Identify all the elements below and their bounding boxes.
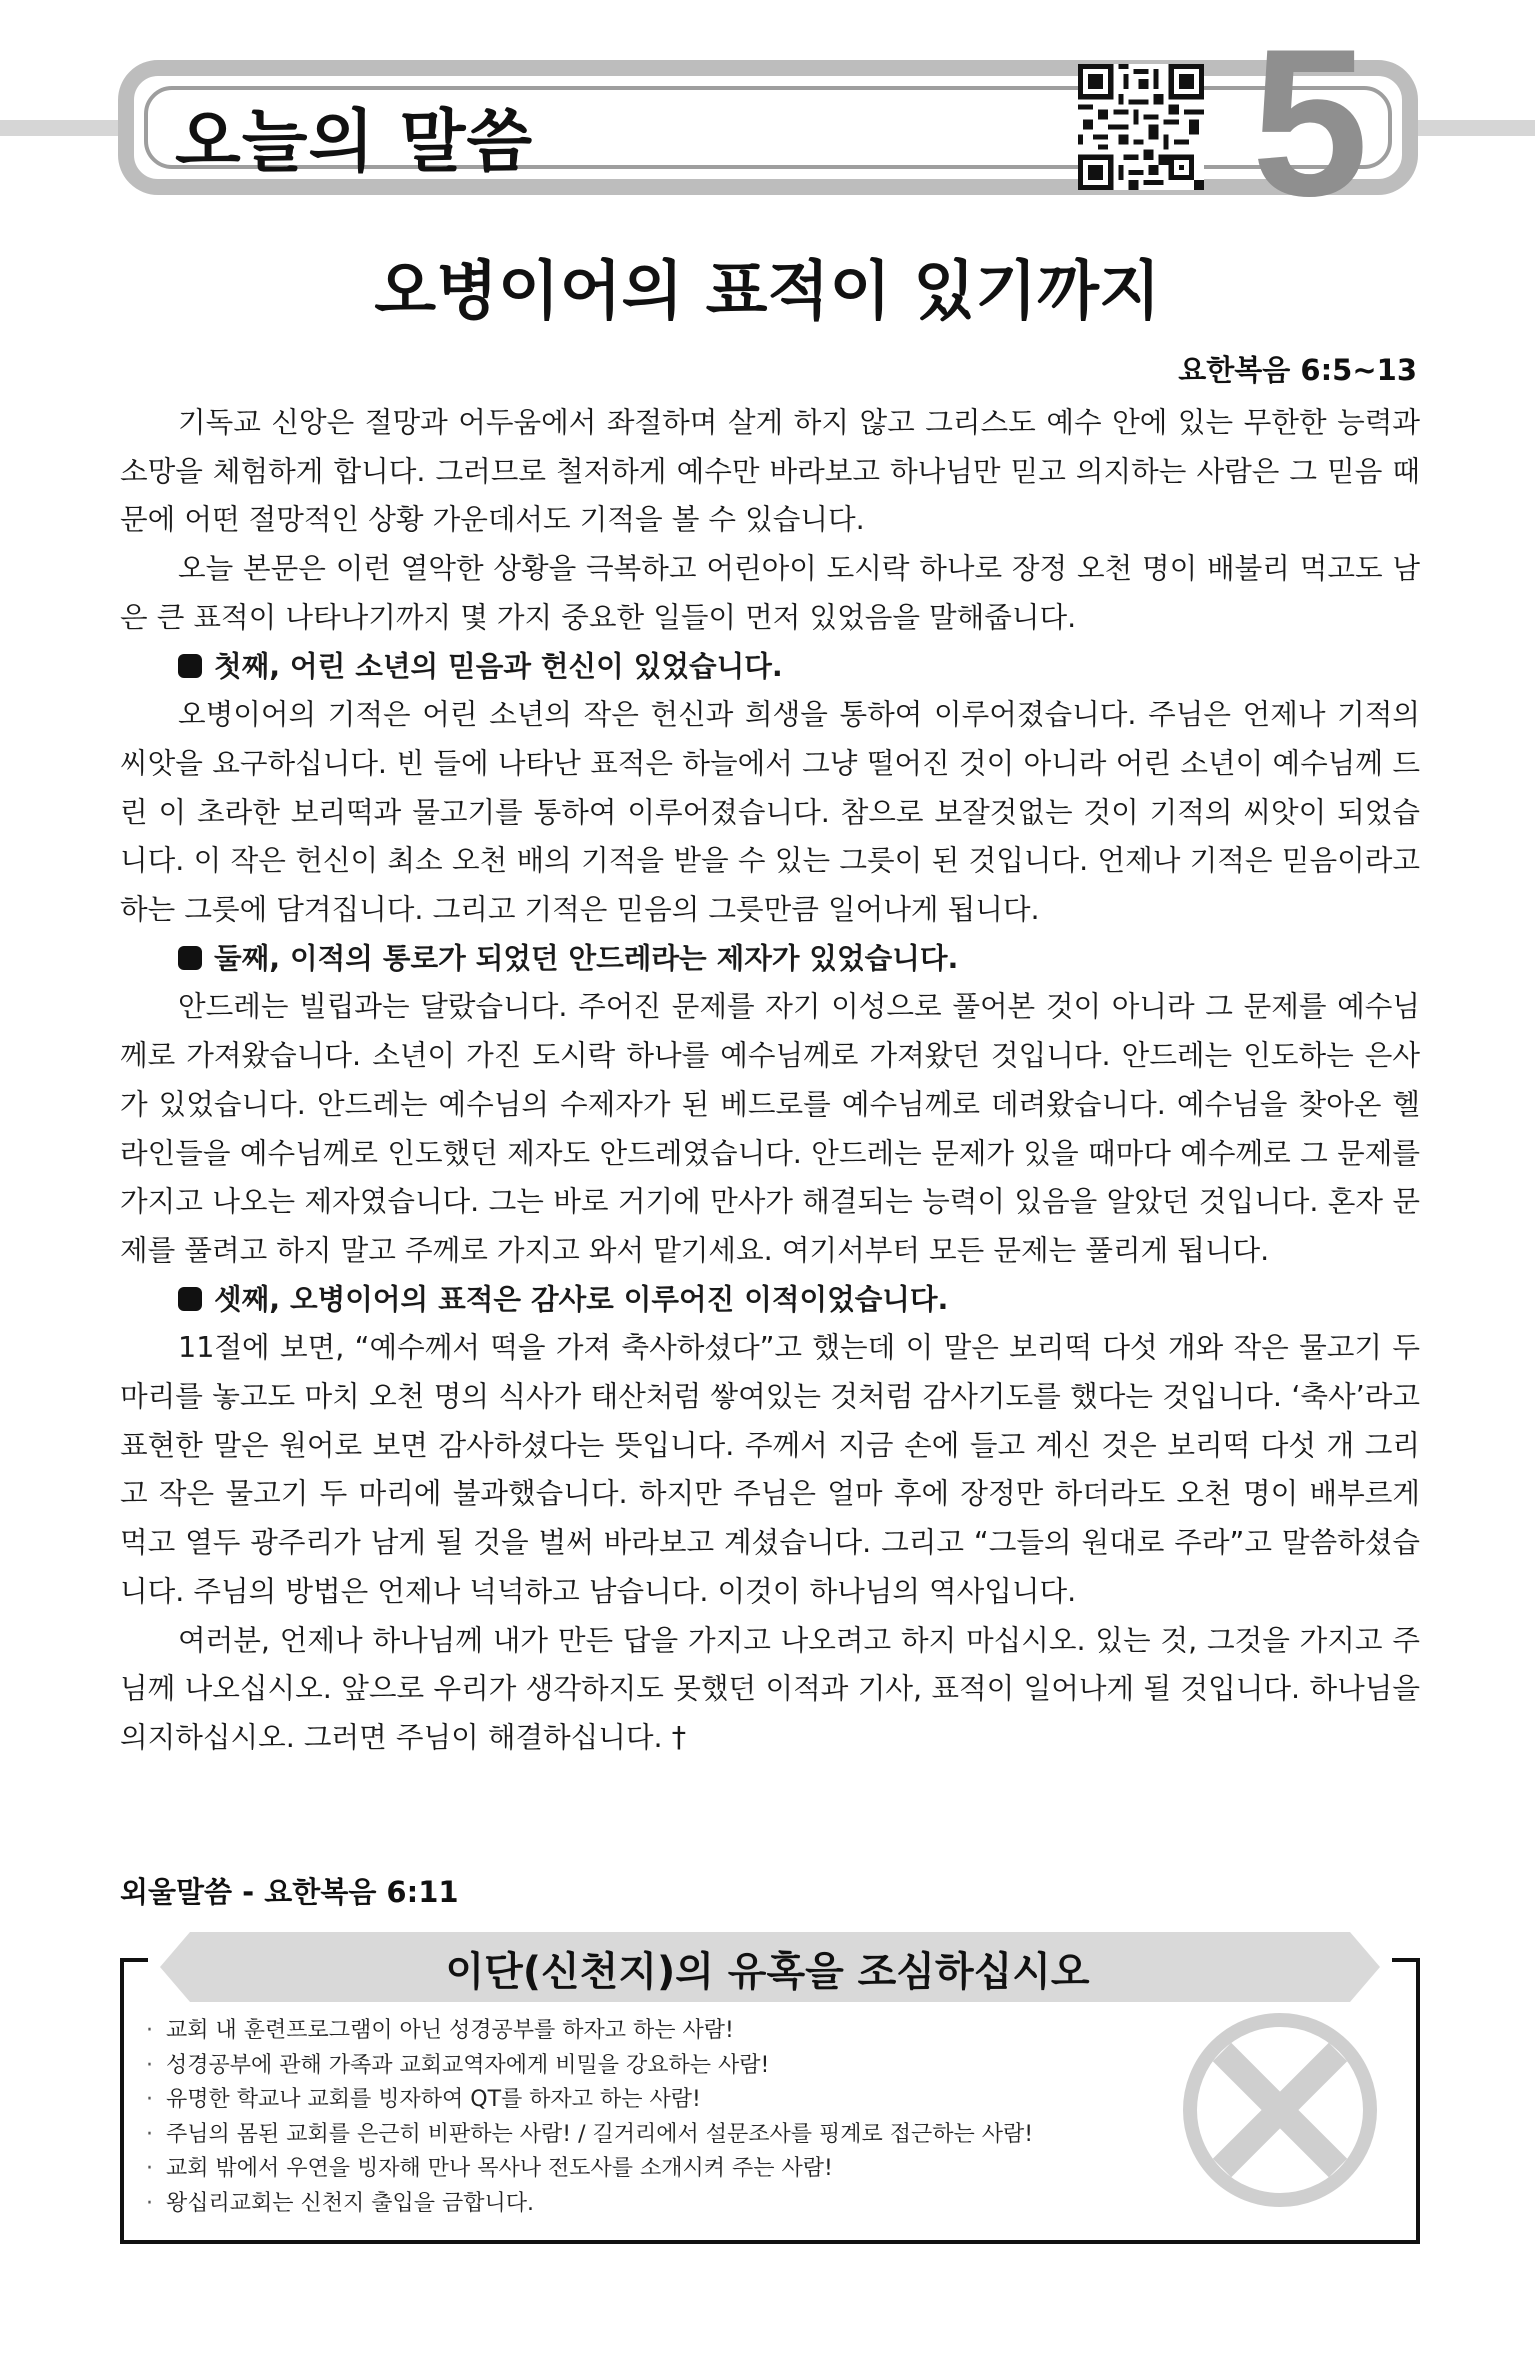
memory-verse: 외울말씀 - 요한복음 6:11 bbox=[120, 1875, 459, 1909]
paragraph: 안드레는 빌립과는 달랐습니다. 주어진 문제를 자기 이성으로 풀어본 것이 아니라 그 문제를 예수님께로 가져왔습니다. 소년이 가진 도시락 하나를 예수님께로 가져왔던 것입니다. 안드레는 인도하는 은사가 있었습니다. 안드레는 예수님의 수제자가 된 베드로를 예수님께로 데려왔습니다. 예수님을 찾아온 헬라인들을 예수님께로 인도했던 제자도 안드레였습니다. 안드레는 문제가 있을 때마다 예수께로 그 문제를 가지고 나오는 제자였습니다. 그는 바로 거기에 만사가 해결되는 능력이 있음을 알았던 것입니다. 혼자 문제를 풀려고 하지 말고 주께로 가지고 와서 맡기세요. 여기서부터 모든 문제는 풀리게 됩니다. bbox=[120, 989, 1421, 1267]
square-bullet-icon bbox=[178, 946, 202, 970]
header-rule-right bbox=[1405, 120, 1535, 136]
qr-code-icon bbox=[1078, 64, 1204, 190]
scripture-reference: 요한복음 6:5~13 bbox=[1178, 353, 1417, 387]
paragraph: 여러분, 언제나 하나님께 내가 만든 답을 가지고 나오려고 하지 마십시오. 있는 것, 그것을 가지고 주님께 나오십시오. 앞으로 우리가 생각하지도 못했던 이적과 기사, 표적이 일어나게 될 것입니다. 하나님을 의지하십시오. 그러면 주님이 해결하십니다. † bbox=[120, 1622, 1420, 1754]
paragraph: 오병이어의 기적은 어린 소년의 작은 헌신과 희생을 통하여 이루어졌습니다. 주님은 언제나 기적의 씨앗을 요구하십니다. 빈 들에 나타난 표적은 하늘에서 그냥 떨어진 것이 아니라 어린 소년이 예수님께 드린 이 초라한 보리떡과 물고기를 통하여 이루어졌습니다. 참으로 보잘것없는 것이 기적의 씨앗이 되었습니다. 이 작은 헌신이 최소 오천 배의 기적을 받을 수 있는 그릇이 된 것입니다. 언제나 기적은 믿음이라고 하는 그릇에 담겨집니다. 그리고 기적은 믿음의 그릇만큼 일어나게 됩니다. bbox=[120, 697, 1420, 927]
sermon-body bbox=[120, 398, 1420, 1762]
paragraph: 11절에 보면, “예수께서 떡을 가져 축사하셨다”고 했는데 이 말은 보리떡 다섯 개와 작은 물고기 두 마리를 놓고도 마치 오천 명의 식사가 태산처럼 쌓여있는 것처럼 감사기도를 했다는 것입니다. ‘축사’라고 표현한 말은 원어로 보면 감사하셨다는 뜻입니다. 주께서 지금 손에 들고 계신 것은 보리떡 다섯 개 그리고 작은 물고기 두 마리에 불과했습니다. 하지만 주님은 얼마 후에 장정만 하더라도 오천 명이 배부르게 먹고 열두 광주리가 남게 될 것을 벌써 바라보고 계셨습니다. 그리고 “그들의 원대로 주라”고 말씀하셨습니다. 주님의 방법은 언제나 넉넉하고 남습니다. 이것이 하나님의 역사입니다. bbox=[120, 1330, 1420, 1608]
page-number: 5 bbox=[1251, 5, 1369, 240]
list-item: · 성경공부에 관해 가족과 교회교역자에게 비밀을 강요하는 사람! bbox=[146, 2049, 1146, 2084]
list-item: · 유명한 학교나 교회를 빙자하여 QT를 하자고 하는 사람! bbox=[146, 2083, 1146, 2118]
paragraph: 오늘 본문은 이런 열악한 상황을 극복하고 어린아이 도시락 하나로 장정 오천 명이 배불리 먹고도 남은 큰 표적이 나타나기까지 몇 가지 중요한 일들이 먼저 있었음을 말해줍니다. bbox=[120, 551, 1420, 634]
list-item: · 교회 내 훈련프로그램이 아닌 성경공부를 하자고 하는 사람! bbox=[146, 2014, 1146, 2049]
sermon-title: 오병이어의 표적이 있기까지 bbox=[374, 255, 1161, 329]
warning-title: 이단(신천지)의 유혹을 조심하십시오 bbox=[445, 1949, 1090, 1995]
header-rule-left bbox=[0, 120, 130, 136]
section-title: 오늘의 말씀 bbox=[175, 103, 534, 182]
list-item: · 교회 밖에서 우연을 빙자해 만나 목사나 전도사를 소개시켜 주는 사람! bbox=[146, 2152, 1146, 2187]
paragraph: 기독교 신앙은 절망과 어두움에서 좌절하며 살게 하지 않고 그리스도 예수 안에 있는 무한한 능력과 소망을 체험하게 합니다. 그러므로 철저하게 예수만 바라보고 하나님만 믿고 의지하는 사람은 그 믿음 때문에 어떤 절망적인 상황 가운데서도 기적을 볼 수 있습니다. bbox=[120, 405, 1420, 537]
point-heading: 셋째, 오병이어의 표적은 감사로 이루어진 이적이었습니다. bbox=[120, 1275, 1420, 1324]
list-item: · 주님의 몸된 교회를 은근히 비판하는 사람! / 길거리에서 설문조사를 핑계로 접근하는 사람! bbox=[146, 2118, 1146, 2153]
list-item: · 왕십리교회는 신천지 출입을 금합니다. bbox=[146, 2187, 1146, 2222]
point-heading: 첫째, 어린 소년의 믿음과 헌신이 있었습니다. bbox=[120, 642, 1420, 691]
no-entry-x-icon bbox=[1180, 2010, 1380, 2210]
point-heading: 둘째, 이적의 통로가 되었던 안드레라는 제자가 있었습니다. bbox=[120, 934, 1420, 983]
warning-list bbox=[146, 2014, 1146, 2221]
square-bullet-icon bbox=[178, 654, 202, 678]
square-bullet-icon bbox=[178, 1287, 202, 1311]
